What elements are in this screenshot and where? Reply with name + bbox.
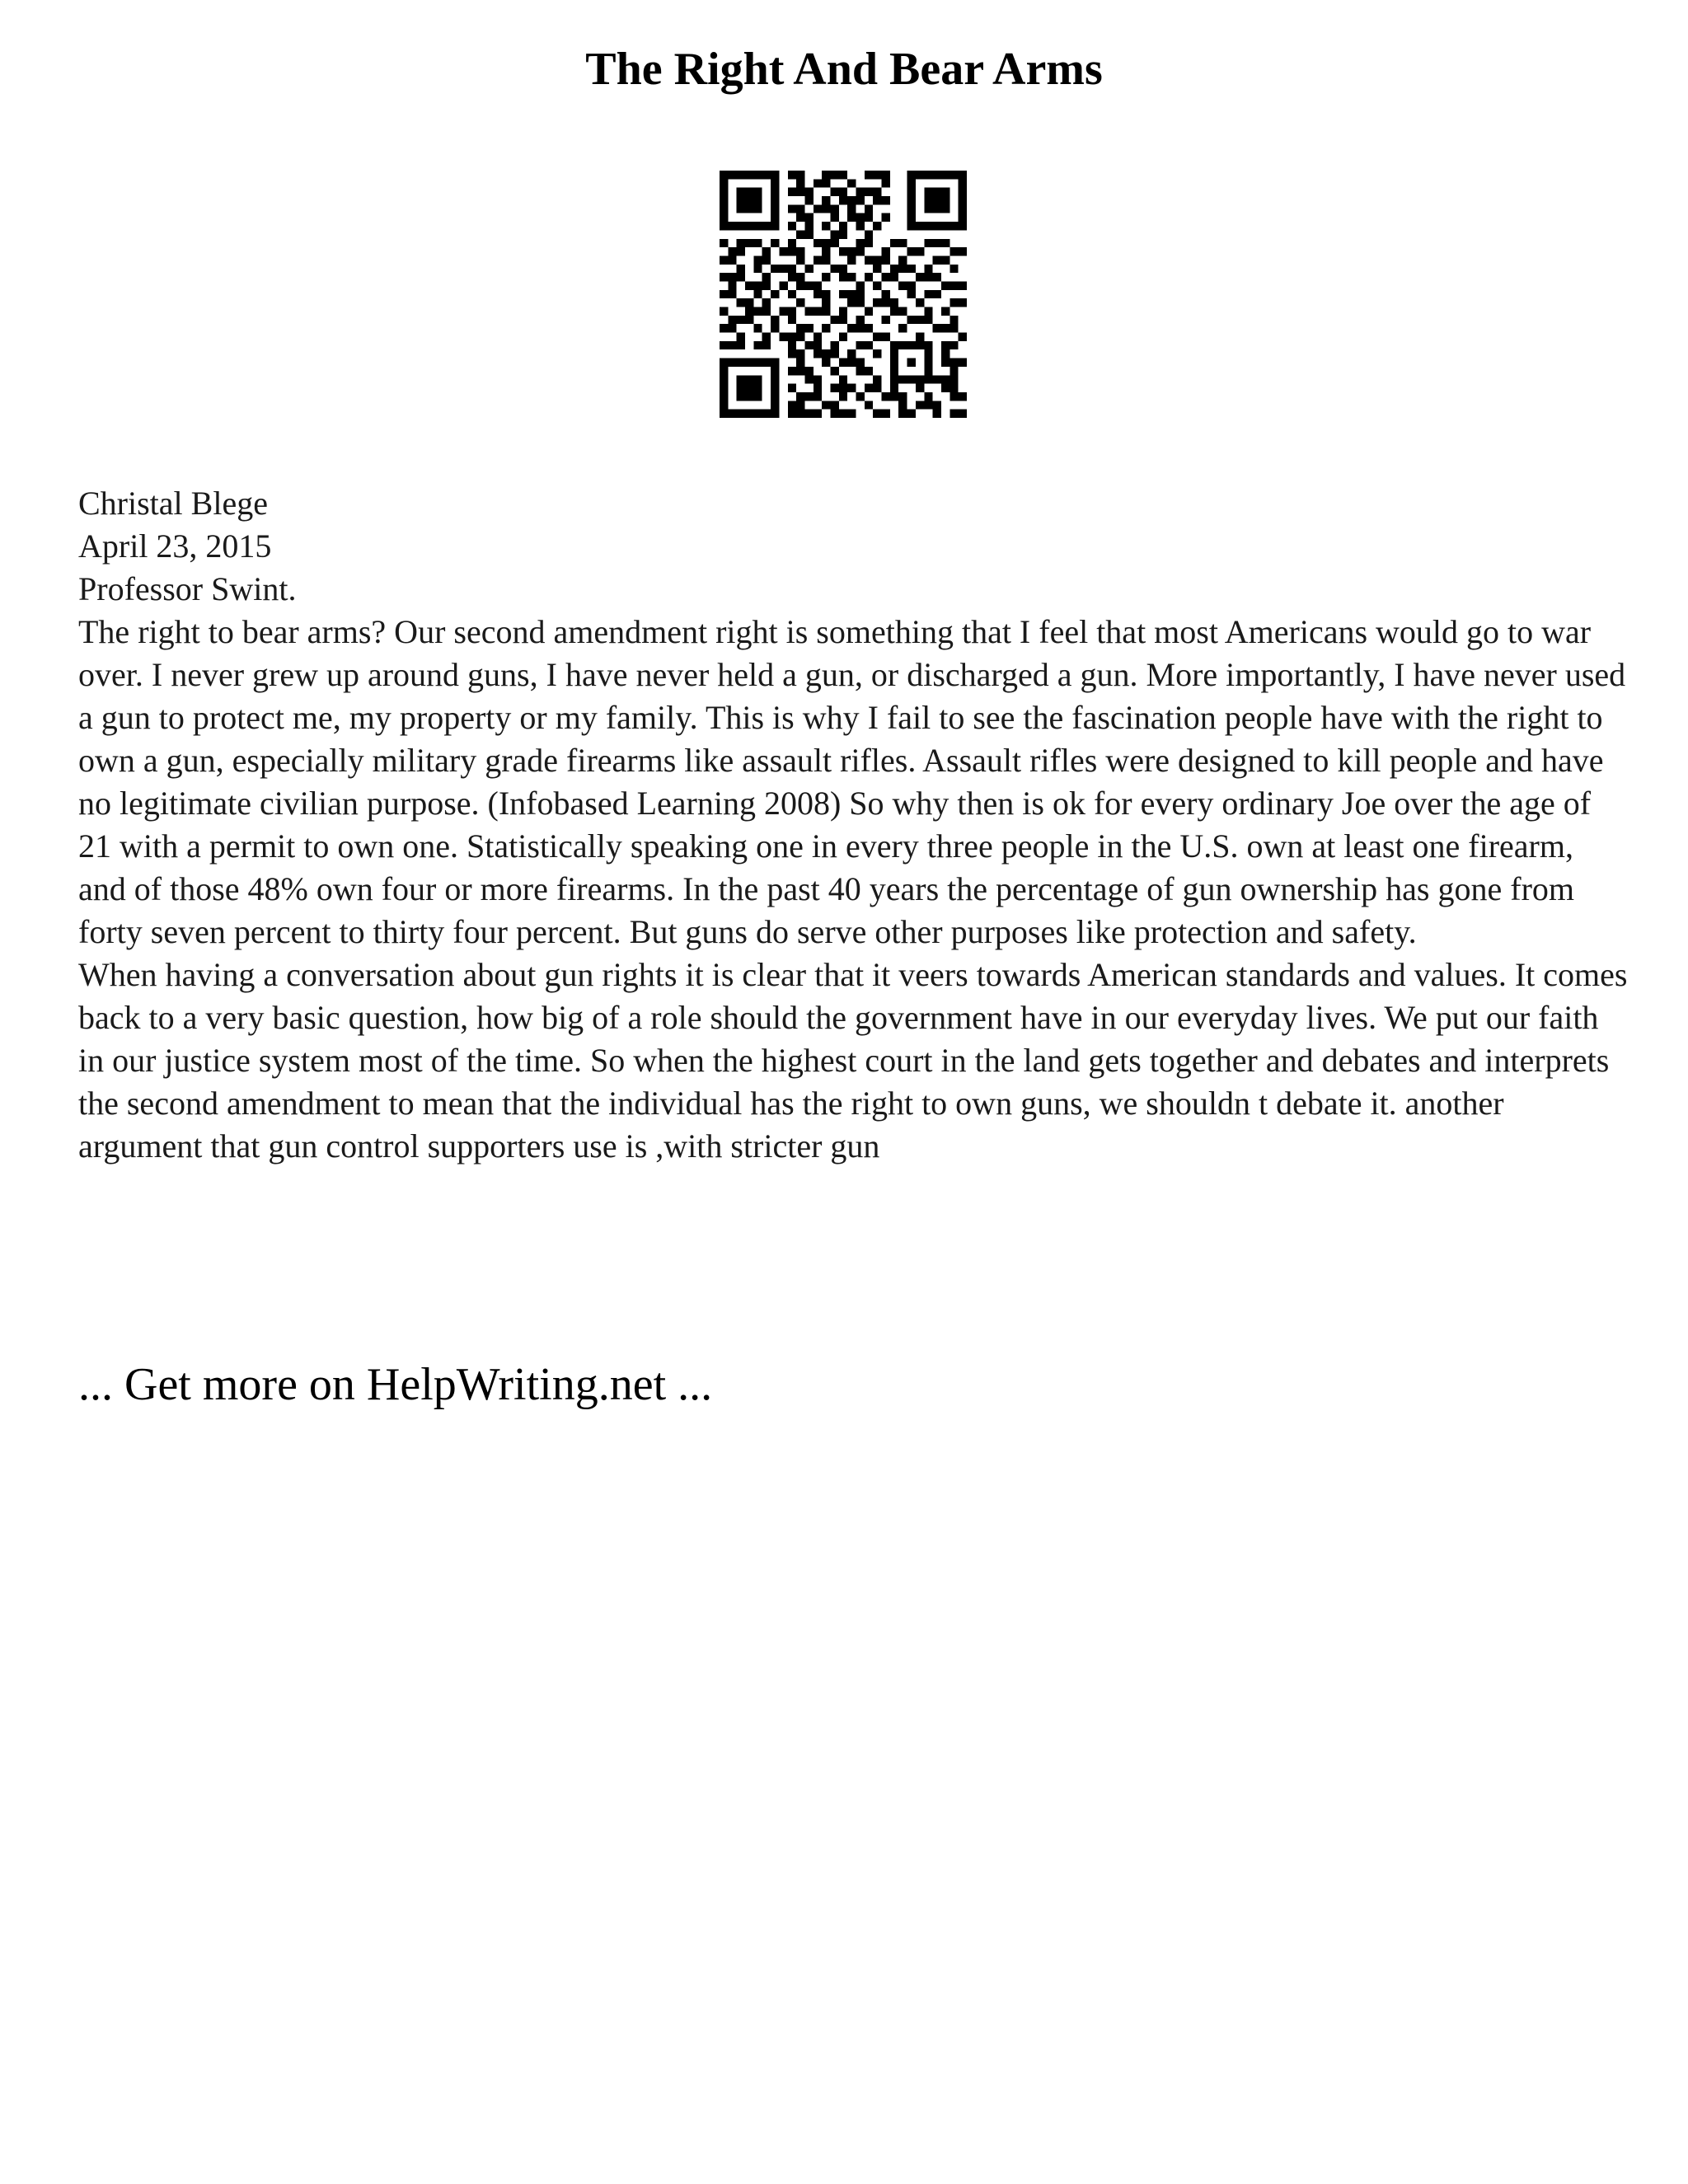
professor-name: Professor Swint. [78, 570, 297, 607]
document-title: The Right And Bear Arms [585, 44, 1103, 95]
author-name: Christal Blege [78, 485, 268, 522]
document-date: April 23, 2015 [78, 527, 272, 565]
qr-code-icon [720, 171, 967, 418]
get-more-link[interactable]: ... Get more on HelpWriting.net ... [78, 1359, 713, 1410]
body-paragraph-2: When having a conversation about gun rights it is clear that it veers towards American standards and values. It comes back to a very basic question, how big of a role should the government have in our everyday lives. We put our faith in our justice system most of the time. So when the highest court in the land gets together and debates and interprets the second amendment to mean that the individual has the right to own guns, we shouldn t debate it. another argument that gun control supporters use is ,with stricter gun [78, 956, 1628, 1165]
body-paragraph-1: The right to bear arms? Our second amendment right is something that I feel that most Americans would go to war over. I never grew up around guns, I have never held a gun, or discharged a gun. More importantly, I have never used a gun to protect me, my property or my family. This is why I fail to see the fascination people have with the right to own a gun, especially military grade firearms like assault rifles. Assault rifles were designed to kill people and have no legitimate civilian purpose. (Infobased Learning 2008) So why then is ok for every ordinary Joe over the age of 21 with a permit to own one. Statistically speaking one in every three people in the U.S. own at least one firearm, and of those 48% own four or more firearms. In the past 40 years the percentage of gun ownership has gone from forty seven percent to thirty four percent. But guns do serve other purposes like protection and safety. [78, 613, 1626, 950]
document-body [78, 611, 1628, 1168]
document-header-info [78, 482, 1628, 611]
